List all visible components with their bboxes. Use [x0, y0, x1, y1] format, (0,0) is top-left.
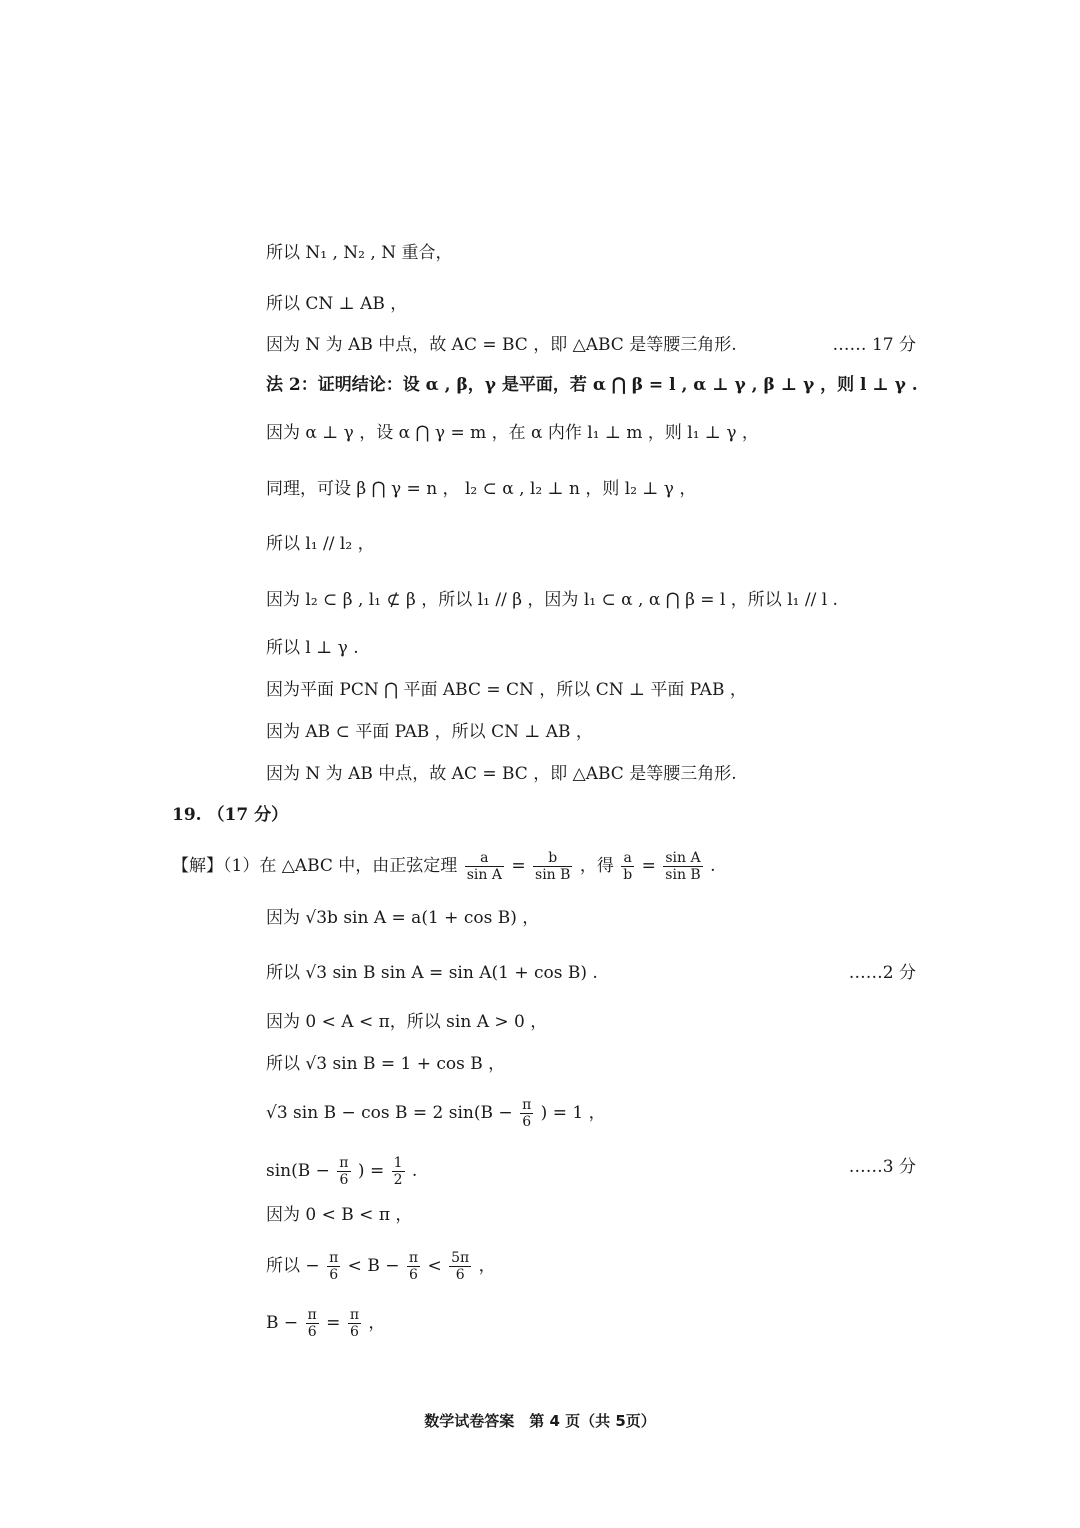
- fraction-numerator: π: [349, 1307, 360, 1323]
- fraction-numerator: π: [307, 1307, 317, 1323]
- fraction-numerator: a: [621, 850, 634, 867]
- fraction-denominator: sin A: [466, 867, 502, 883]
- solution-line-10: [266, 1307, 385, 1340]
- proof-line-10: 因为平面 PCN ⋂ 平面 ABC = CN ，所以 CN ⊥ 平面 PAB ，: [266, 680, 747, 700]
- question-19-header: 19. （17 分）: [172, 805, 289, 825]
- solution-line-7: [266, 1155, 417, 1188]
- fraction-denominator: 6: [307, 1324, 317, 1340]
- fraction-numerator: b: [533, 850, 572, 867]
- solution-line-1-text: ，得: [579, 856, 614, 876]
- fraction-numerator: a: [465, 850, 504, 867]
- proof-line-9: 所以 l ⊥ γ .: [266, 638, 359, 658]
- fraction-denominator: 6: [455, 1267, 465, 1283]
- fraction-denominator: 6: [329, 1267, 339, 1283]
- solution-line-9-text: < B −: [347, 1256, 400, 1276]
- solution-line-5: 所以 √3 sin B = 1 + cos B ，: [266, 1054, 506, 1074]
- fraction-5pi-over-6: [449, 1250, 471, 1283]
- fraction-denominator: 2: [393, 1172, 403, 1188]
- proof-line-11: 因为 AB ⊂ 平面 PAB ，所以 CN ⊥ AB ，: [266, 722, 593, 742]
- fraction-sinA-over-sinB: [663, 850, 702, 883]
- fraction-one-half: [392, 1155, 405, 1188]
- period: .: [411, 1161, 418, 1181]
- fraction-pi-over-6: [306, 1307, 319, 1340]
- solution-line-6: [266, 1097, 606, 1130]
- proof-line-7: 所以 l₁ // l₂ ，: [266, 534, 375, 554]
- equals-sign: =: [326, 1313, 341, 1333]
- fraction-pi-over-6: [520, 1097, 533, 1130]
- proof-line-3: 因为 N 为 AB 中点，故 AC = BC ，即 △ABC 是等腰三角形.: [266, 335, 737, 355]
- comma: ，: [368, 1313, 386, 1333]
- solution-line-1: [172, 850, 716, 883]
- fraction-pi-over-6: [348, 1307, 361, 1340]
- fraction-numerator: 5π: [451, 1250, 470, 1266]
- fraction-pi-over-6: [337, 1155, 350, 1188]
- fraction-pi-over-6: [327, 1250, 340, 1283]
- fraction-denominator: 6: [409, 1267, 418, 1283]
- proof-line-8: 因为 l₂ ⊂ β , l₁ ⊄ β ，所以 l₁ // β ，因为 l₁ ⊂ α , α ⋂ β = l ，所以 l₁ // l .: [266, 590, 838, 610]
- solution-line-3: 所以 √3 sin B sin A = sin A(1 + cos B) .: [266, 963, 598, 983]
- fraction-denominator: 6: [522, 1114, 532, 1130]
- solution-line-1-text: 【解】（1）在 △ABC 中，由正弦定理: [172, 856, 458, 876]
- fraction-numerator: π: [522, 1097, 532, 1113]
- score-marker-17: …… 17 分: [832, 335, 916, 355]
- fraction-b-over-sinB: [533, 850, 572, 883]
- solution-line-7-text: sin(B −: [266, 1161, 330, 1181]
- solution-line-10-text: B −: [266, 1313, 299, 1333]
- proof-line-1: 所以 N₁ , N₂ , N 重合，: [266, 243, 453, 263]
- fraction-pi-over-6: [407, 1250, 420, 1283]
- fraction-denominator: b: [623, 867, 633, 883]
- proof-line-6: 同理，可设 β ⋂ γ = n ， l₂ ⊂ α , l₂ ⊥ n ，则 l₂ ⊥ γ ，: [266, 479, 697, 499]
- page-footer: 数学试卷答案 第 4 页（共 5页）: [424, 1412, 656, 1430]
- period: .: [710, 856, 716, 876]
- solution-line-8: 因为 0 < B < π ，: [266, 1205, 413, 1225]
- score-marker-3: ……3 分: [848, 1157, 916, 1177]
- fraction-numerator: π: [408, 1250, 419, 1266]
- fraction-denominator: sin B: [535, 867, 571, 883]
- fraction-denominator: 6: [349, 1324, 359, 1340]
- fraction-numerator: π: [329, 1250, 339, 1266]
- fraction-a-over-sinA: [465, 850, 504, 883]
- solution-line-6-text: ) = 1 ，: [540, 1103, 606, 1123]
- equals-sign: =: [511, 856, 526, 876]
- fraction-a-over-b: [621, 850, 634, 883]
- proof-line-5: 因为 α ⊥ γ ，设 α ⋂ γ = m ，在 α 内作 l₁ ⊥ m ，则 l₁ ⊥ γ ，: [266, 423, 759, 443]
- proof-line-2: 所以 CN ⊥ AB ，: [266, 294, 408, 314]
- less-than-sign: <: [427, 1256, 442, 1276]
- fraction-numerator: sin A: [663, 850, 702, 867]
- fraction-numerator: π: [339, 1155, 349, 1171]
- solution-line-6-text: √3 sin B − cos B = 2 sin(B −: [266, 1103, 513, 1123]
- proof-line-12: 因为 N 为 AB 中点，故 AC = BC ，即 △ABC 是等腰三角形.: [266, 764, 737, 784]
- solution-line-4: 因为 0 < A < π，所以 sin A > 0 ，: [266, 1012, 548, 1032]
- equals-sign: =: [641, 856, 656, 876]
- fraction-numerator: 1: [393, 1155, 403, 1171]
- solution-line-9-text: 所以 −: [266, 1256, 320, 1276]
- fraction-denominator: sin B: [665, 867, 701, 883]
- solution-line-9: [266, 1250, 496, 1283]
- score-marker-2: ……2 分: [848, 963, 916, 983]
- solution-line-2: 因为 √3b sin A = a(1 + cos B) ，: [266, 908, 540, 928]
- comma: ，: [478, 1256, 496, 1276]
- solution-line-7-text: ) =: [357, 1161, 385, 1181]
- fraction-denominator: 6: [339, 1172, 349, 1188]
- method-2-statement: 法 2：证明结论：设 α , β，γ 是平面，若 α ⋂ β = l , α ⊥ γ , β ⊥ γ ，则 l ⊥ γ .: [266, 375, 918, 395]
